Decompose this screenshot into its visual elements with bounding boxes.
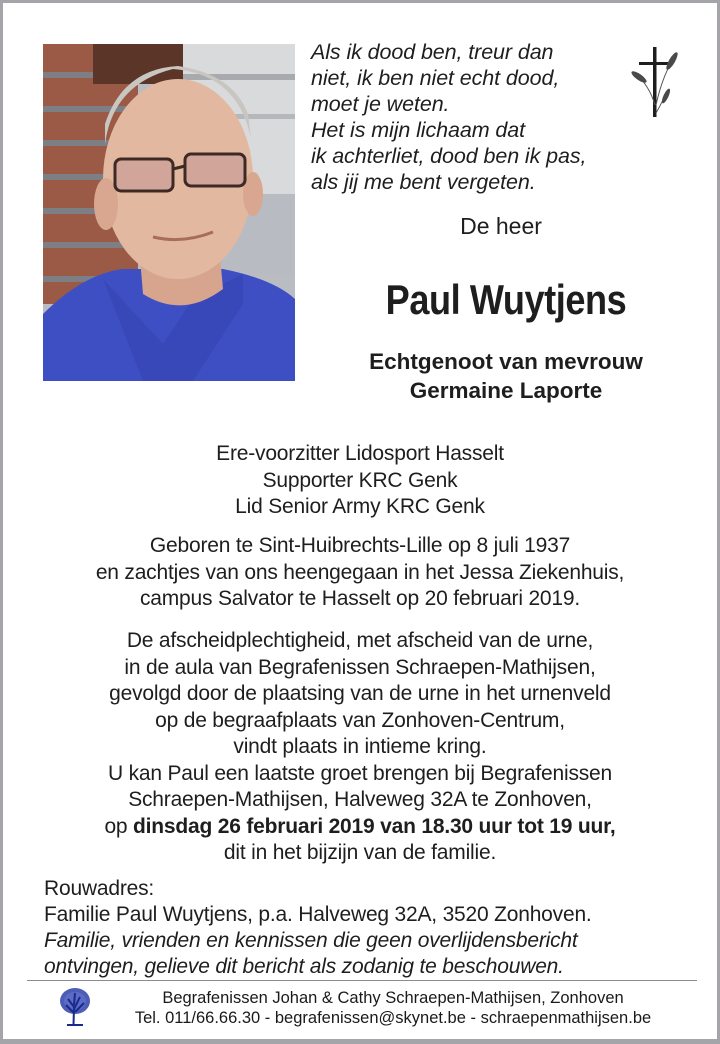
ceremony-line: gevolgd door de plaatsing van de urne in het urnenveld [109, 682, 611, 705]
tree-logo-icon [58, 987, 92, 1027]
funeral-home-footer [93, 988, 693, 1028]
address-note: ontvingen, gelieve dit bericht als zodanig te beschouwen. [44, 955, 564, 978]
visitation-prefix: op [104, 814, 134, 838]
birth-line: Geboren te Sint-Huibrechts-Lille op 8 juli 1937 [149, 534, 571, 557]
ceremony-info [3, 628, 717, 867]
ceremony-line: Schraepen-Mathijsen, Halveweg 32A te Zonhoven, [128, 788, 592, 811]
birth-line: en zachtjes van ons heengegaan in het Jessa Ziekenhuis, [95, 560, 625, 584]
poem-line: als jij me bent vergeten. [311, 170, 536, 194]
ceremony-line: vindt plaats in intieme kring. [233, 735, 487, 758]
spouse-line-1: Echtgenoot van mevrouw [369, 349, 643, 374]
ceremony-line: U kan Paul een laatste groet brengen bij Begrafenissen [107, 761, 613, 785]
honorary-titles [3, 441, 717, 521]
name-block [311, 212, 701, 405]
salutation: De heer [460, 213, 542, 239]
funeral-home-contact: Tel. 011/66.66.30 - begrafenissen@skynet.be - schraepenmathijsen.be [134, 1009, 652, 1027]
poem-line: moet je weten. [311, 92, 450, 116]
ceremony-line: De afscheidplechtigheid, met afscheid van de urne, [126, 629, 594, 652]
portrait-photo [43, 44, 295, 381]
ceremony-line: dit in het bijzijn van de familie. [223, 841, 497, 864]
cross-with-wheat-icon [625, 43, 685, 119]
title-line: Supporter KRC Genk [262, 468, 458, 492]
poem-line: Het is mijn lichaam dat [311, 118, 525, 142]
address-line: Familie Paul Wuytjens, p.a. Halveweg 32A, 3520 Zonhoven. [44, 903, 592, 926]
poem [311, 39, 586, 195]
address-note: Familie, vrienden en kennissen die geen overlijdensbericht [44, 929, 578, 952]
funeral-home-name: Begrafenissen Johan & Cathy Schraepen-Mathijsen, Zonhoven [162, 989, 624, 1007]
title-line: Lid Senior Army KRC Genk [235, 495, 485, 518]
visitation-datetime: dinsdag 26 februari 2019 van 18.30 uur tot 19 uur, [133, 814, 616, 838]
birth-death-info [3, 533, 717, 613]
poem-line: niet, ik ben niet echt dood, [311, 66, 560, 90]
mourning-address [44, 876, 592, 980]
spouse-line-2: Germaine Laporte [409, 378, 603, 403]
birth-line: campus Salvator te Hasselt op 20 februari 2019. [139, 587, 581, 610]
deceased-name: Paul Wuytjens [385, 276, 627, 323]
address-label: Rouwadres: [44, 877, 155, 900]
title-line: Ere-voorzitter Lidosport Hasselt [216, 442, 504, 465]
poem-line: Als ik dood ben, treur dan [311, 40, 554, 64]
footer-divider [27, 980, 697, 981]
death-notice-card [3, 3, 717, 1039]
ceremony-line: op de begraafplaats van Zonhoven-Centrum, [155, 708, 565, 732]
ceremony-line: in de aula van Begrafenissen Schraepen-Mathijsen, [124, 655, 596, 679]
visitation-line [3, 814, 717, 841]
poem-line: ik achterliet, dood ben ik pas, [311, 144, 587, 168]
